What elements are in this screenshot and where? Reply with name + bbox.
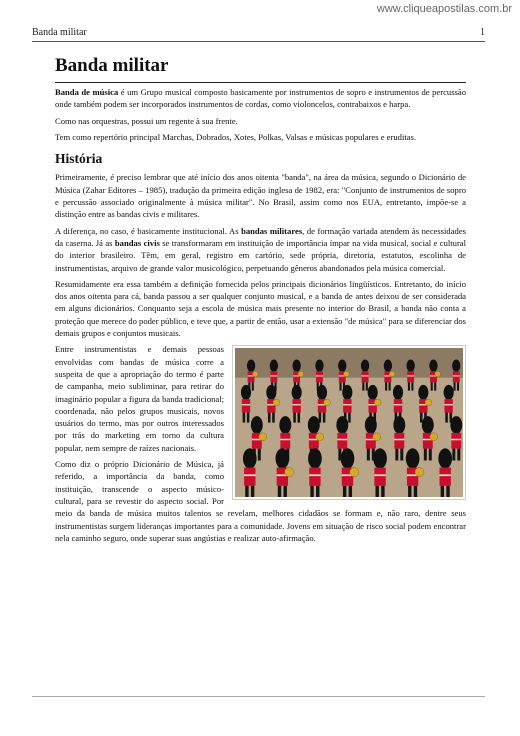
- header-title: Banda militar: [32, 27, 87, 38]
- military-band-photo: [232, 345, 466, 500]
- intro-paragraph-3: Tem como repertório principal Marchas, Dobrados, Xotes, Polkas, Valsas e músicas populares e eruditas.: [55, 131, 417, 142]
- term-bandas-militares: bandas militares: [241, 225, 303, 236]
- historia-p2-d: se transformaram em instituição de importância ímpar na vida musical, social e cultural do interior brasileiro. Têm, em geral, registro em cartório, sede própria, diretoria, estatutos, escolinha de instrumentistas, arquivo de grande valor musicológico, perpetuando gêneros abandonados pela música comercial.: [55, 237, 467, 273]
- intro-paragraph-2: Como nas orquestras, possui um regente à sua frente.: [55, 115, 238, 126]
- historia-paragraph-4: Entre instrumentistas e demais pessoas envolvidas com bandas de música corre a suspeita de que a apropriação do termo é parte de campanha, meio subliminar, para retirar do imaginário popular a figura da banda tradicional; coordenada, não pelos grupos musicais, novos usuários do termo, mas por outros interessados por trás do marketing em torno da cultura popular, nem sempre de raízes nacionais.: [55, 344, 224, 453]
- historia-paragraph-2: [55, 225, 466, 274]
- historia-paragraph-3: Resumidamente era essa também a definição fornecida pelos principais dicionários lingüísticos. Entretanto, do início dos anos oitenta para cá, banda passou a ser qualquer conjunto musical, e a banda de antes deixou de ser considerada em alguns dicionários. Conquanto seja a escola de música mais presente no interior do Brasil, a banda não conta a proteção que merece do poder público, e teve que, a partir de então, usar a extensão "de música" para se diferenciar dos demais grupos e conjuntos musicais.: [55, 278, 466, 339]
- term-banda-de-musica: Banda de música: [55, 87, 119, 97]
- term-bandas-civis: bandas civis: [114, 237, 160, 248]
- intro-paragraph-1: [55, 86, 466, 111]
- intro-p1-text: é um Grupo musical composto basicamente por instrumentos de sopro e instrumentos de percussão onde também podem ser incorporados instrumentos de cordas, como violoncelos, contrabaixos e harpa.: [55, 87, 466, 110]
- historia-p2-c: , de formação variada atendem às necessidades da caserna. Já as: [55, 225, 466, 248]
- article-title: Banda militar: [55, 55, 466, 83]
- text-with-image: [55, 343, 466, 544]
- page-number: 1: [480, 27, 485, 38]
- historia-paragraph-1: Primeiramente, é preciso lembrar que até início dos anos oitenta "banda", na área da música, segundo o Dicionário de Música (Zahar Editores – 1985), tradução da primeira edição inglesa de 1982, era: "Conjunto de instrumentos de sopro e percussão associado originalmente à música militar". No Brasil, assim como nos EUA, entretanto, impõe-se a distinção entre as bandas civis e militares.: [55, 172, 466, 220]
- site-watermark: www.cliqueapostilas.com.br: [376, 3, 512, 15]
- section-heading-historia: História: [55, 151, 103, 167]
- footer-rule: [32, 696, 485, 697]
- page-header: [32, 27, 485, 42]
- historia-paragraph-5: Como diz o próprio Dicionário de Música, já referido, a importância da banda, como instituição, transcende o aspecto músico-cultural, para se revestir do aspecto social. Por meio da banda de música muitos talentos se revelam, melhores cidadãos se formam e, não raro, dentre seus instrumentistas surgem lideranças importantes para a comunidade. Jovens em situação de risco social podem encontrar nela caminho seguro, onde superar suas angústias e realizar auto-afirmação.: [55, 459, 466, 543]
- article-body: [55, 86, 466, 548]
- military-band-illustration: [235, 348, 463, 497]
- historia-p2-a: A diferença, no caso, é basicamente institucional. As: [55, 225, 242, 236]
